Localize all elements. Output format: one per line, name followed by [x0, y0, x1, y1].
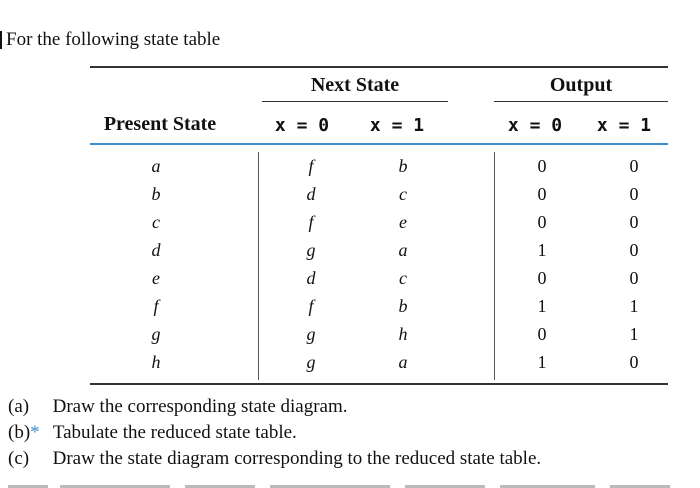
part-text: Draw the corresponding state diagram. — [52, 396, 348, 417]
table-cell-next-x0: g — [306, 324, 316, 344]
table-cell-out-x1: 0 — [629, 268, 639, 288]
table-cell-out-x1: 0 — [629, 240, 639, 260]
page-edge-mark — [0, 31, 2, 49]
next-x0-heading: x = 0 — [274, 115, 330, 136]
table-cell-out-x1: 0 — [629, 352, 639, 372]
table-cell-next-x0: f — [308, 156, 314, 176]
separator-present-next — [258, 152, 259, 380]
table-cell-out-x0: 1 — [537, 296, 547, 316]
star-marker: * — [30, 422, 40, 443]
table-cell-next-x1: a — [398, 240, 408, 260]
table-cell-next-x1: c — [399, 184, 407, 204]
table-cell-out-x0: 0 — [537, 156, 547, 176]
table-cell-next-x1: e — [399, 212, 407, 232]
table-cell-present: h — [151, 352, 161, 372]
table-cell-out-x1: 1 — [629, 324, 639, 344]
cut-off-text-fragment — [0, 480, 700, 488]
table-cell-present: e — [152, 268, 160, 288]
next-state-heading: Next State — [310, 74, 400, 96]
table-cell-next-x1: b — [398, 296, 408, 316]
present-state-heading: Present State — [103, 113, 217, 135]
table-cell-present: b — [151, 184, 161, 204]
table-cell-out-x1: 0 — [629, 156, 639, 176]
part-label: (a) — [8, 396, 30, 417]
table-cell-out-x0: 1 — [537, 240, 547, 260]
table-cell-next-x1: c — [399, 268, 407, 288]
output-x1-heading: x = 1 — [596, 115, 652, 136]
exercise-parts — [8, 394, 541, 472]
table-cell-next-x1: h — [398, 324, 408, 344]
table-cell-present: f — [153, 296, 159, 316]
table-cell-out-x0: 0 — [537, 268, 547, 288]
table-cell-present: d — [151, 240, 161, 260]
table-cell-next-x1: b — [398, 156, 408, 176]
table-cell-next-x0: f — [308, 296, 314, 316]
part-b — [8, 420, 541, 446]
table-cell-out-x1: 0 — [629, 184, 639, 204]
part-text: Tabulate the reduced state table. — [52, 422, 297, 443]
problem-intro: For the following state table — [6, 29, 221, 50]
table-cell-present: c — [152, 212, 160, 232]
part-label: (c) — [8, 448, 30, 469]
table-cell-out-x0: 1 — [537, 352, 547, 372]
table-cell-out-x1: 1 — [629, 296, 639, 316]
table-cell-out-x0: 0 — [537, 212, 547, 232]
separator-next-output — [494, 152, 495, 380]
table-cell-present: g — [151, 324, 161, 344]
header-bottom-rule — [90, 143, 668, 145]
table-cell-next-x0: d — [306, 184, 316, 204]
table-cell-next-x0: d — [306, 268, 316, 288]
table-cell-next-x1: a — [398, 352, 408, 372]
output-underline — [494, 101, 668, 102]
table-cell-out-x1: 0 — [629, 212, 639, 232]
table-cell-next-x0: g — [306, 240, 316, 260]
table-cell-next-x0: f — [308, 212, 314, 232]
part-text: Draw the state diagram corresponding to the reduced state table. — [52, 448, 542, 469]
part-label: (b) — [8, 422, 31, 443]
next-state-underline — [262, 101, 448, 102]
next-x1-heading: x = 1 — [369, 115, 425, 136]
table-cell-next-x0: g — [306, 352, 316, 372]
table-cell-present: a — [151, 156, 161, 176]
table-cell-out-x0: 0 — [537, 324, 547, 344]
output-heading: Output — [549, 74, 613, 96]
part-c — [8, 446, 541, 472]
table-cell-out-x0: 0 — [537, 184, 547, 204]
output-x0-heading: x = 0 — [507, 115, 563, 136]
table-bottom-rule — [90, 383, 668, 385]
part-a — [8, 394, 541, 420]
table-top-rule — [90, 66, 668, 68]
